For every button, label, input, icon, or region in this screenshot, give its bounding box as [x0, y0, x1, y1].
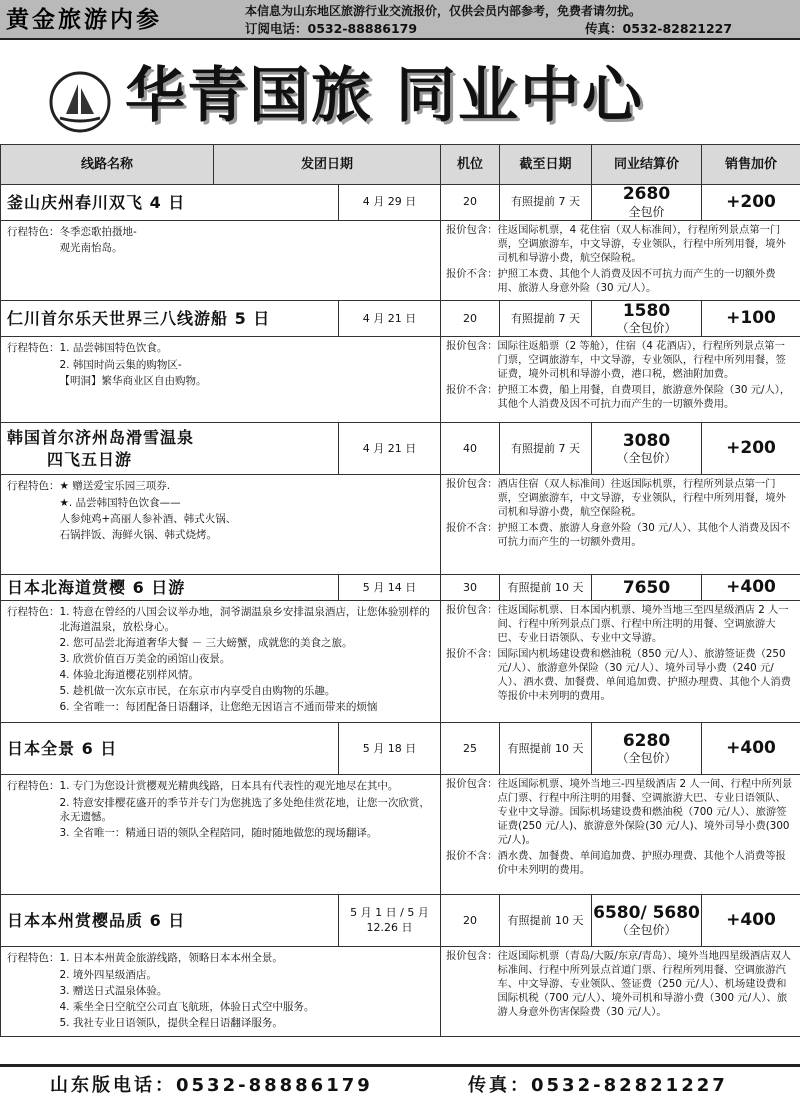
feature-item: 1. 特意在曾经的八国会议举办地，洞爷湖温泉乡安排温泉酒店，让您体验别样的北海道温泉，放松身心。 — [59, 606, 430, 633]
excludes-text: 国际国内机场建设费和燃油税（850 元/人）、旅游签证费（250 元/人）、旅游意外保险（30 元/人）、境外司导小费（240 元/人）、酒水费、加餐费、单间追加费、护照办理费、其他个人消费等报价中未列明的费用。 — [497, 648, 791, 702]
departure-date: 4 月 21 日 — [339, 423, 441, 475]
booking-deadline: 有照提前 10 天 — [500, 575, 592, 601]
sales-markup: +400 — [702, 575, 800, 601]
sales-markup: +200 — [702, 423, 800, 475]
excludes-text: 酒水费、加餐费、单间追加费、护照办理费、其他个人消费等报价中未列明的费用。 — [497, 849, 786, 876]
feature-item: 4. 乘坐全日空航空公司直飞航班，体验日式空中服务。 — [59, 1000, 315, 1013]
feature-item: 观光南怡岛。 — [59, 242, 123, 255]
booking-deadline: 有照提前 7 天 — [500, 185, 592, 221]
table-header-row — [1, 145, 800, 185]
price-includes — [446, 604, 795, 646]
route-name-line1: 日本本州赏樱品质 6 日 — [7, 911, 186, 931]
feature-item: 4. 体验北海道樱花别样风情。 — [59, 669, 199, 682]
price-details — [441, 337, 800, 423]
route-name-line1: 日本全景 6 日 — [7, 739, 118, 759]
features-label: 行程特色： — [7, 780, 60, 793]
excludes-text: 护照工本费，船上用餐，自费项目，旅游意外保险（30 元/人），其他个人消费及因不可抗力而产生的一切额外费用。 — [497, 384, 791, 411]
price-note: （全包价） — [616, 923, 677, 938]
feature-item: 2. 特意安排樱花盛开的季节并专门为您挑选了多处绝佳赏花地，让您一次欣赏，永无遗憾。 — [59, 796, 430, 823]
price-note: （全包价） — [616, 451, 677, 466]
feature-item: 2. 您可品尝北海道奢华大餐 － 三大螃蟹，成就您的美食之旅。 — [59, 636, 353, 649]
feature-item: 3. 全省唯一：精通日语的领队全程陪同，随时随地做您的现场翻译。 — [59, 826, 378, 839]
price-excludes — [446, 850, 795, 878]
price-value: 7650 — [622, 577, 671, 598]
page-footer — [0, 1064, 800, 1100]
price-value: 1580 — [622, 300, 671, 321]
tour-row — [1, 423, 800, 475]
includes-label: 报价包含： — [446, 604, 498, 617]
booking-deadline: 有照提前 10 天 — [500, 723, 592, 775]
includes-text: 往返国际机票、境外当地三-四星级酒店 2 人一间、行程中所列景点门票、行程中所注明的用餐、空调旅游大巴、专业日语领队、专业中文导游。国际机场建设费和燃油税（700 元/人）、旅游签证费(250 元/人)、旅游意外保险(30 元/人)、境外司导小费(300 元/人)。 — [497, 778, 793, 847]
route-name — [1, 185, 339, 221]
tour-row — [1, 895, 800, 947]
price-value: 6280 — [622, 730, 671, 751]
route-name-line1: 仁川首尔乐天世界三八线游船 5 日 — [7, 309, 271, 329]
price-details — [441, 775, 800, 895]
itinerary-features — [1, 947, 441, 1037]
departure-date: 4 月 21 日 — [339, 301, 441, 337]
price-includes — [446, 340, 795, 382]
tour-price-table — [0, 144, 800, 1037]
tour-row — [1, 723, 800, 775]
excludes-label: 报价不含： — [446, 267, 498, 280]
feature-item: 1. 专门为您设计赏樱观光精典线路，日本具有代表性的观光地尽在其中。 — [59, 780, 399, 793]
departure-date: 5 月 18 日 — [339, 723, 441, 775]
sales-markup: +400 — [702, 895, 800, 947]
route-name-line1: 日本北海道赏樱 6 日游 — [7, 578, 186, 598]
includes-text: 往返国际机票，4 花住宿（双人标准间），行程所列景点第一门票，空调旅游车，中文导游，专业领队，行程中所列用餐，境外司机和导游小费，航空保险税。 — [497, 224, 786, 264]
subscription-phone: 订阅电话：0532-88886179 — [245, 21, 418, 36]
includes-label: 报价包含： — [446, 224, 498, 236]
features-label: 行程特色： — [7, 952, 60, 965]
departure-date: 5 月 14 日 — [339, 575, 441, 601]
route-name — [1, 575, 339, 601]
tour-detail-row — [1, 221, 800, 301]
feature-item: 冬季恋歌拍摄地- — [59, 226, 137, 238]
top-banner — [0, 0, 800, 40]
disclaimer-text: 本信息为山东地区旅游行业交流报价，仅供会员内部参考，免费者请勿扰。 — [245, 4, 642, 18]
includes-text: 往返国际机票（青岛/大阪/东京/青岛）、境外当地四星级酒店双人标准间、行程中所列景点首道门票、行程所列用餐、空调旅游汽车、中文导游、专业领队、签证费（250 元/人）、机场建设费和国际机税（700 元/人）、境外司机和导游小费（300 元/人）、旅游人身意外伤害保险费（30 元/人）。 — [497, 950, 792, 1019]
feature-item: 6. 全省唯一：每团配备日语翻译，让您绝无因语言不通而带来的烦恼 — [59, 701, 378, 714]
footer-phone: 山东版电话：0532-88886179 — [50, 1075, 373, 1096]
features-label: 行程特色： — [7, 606, 60, 619]
settlement-price — [592, 423, 702, 475]
col-seats: 机位 — [441, 145, 500, 185]
excludes-text: 护照工本费、旅游人身意外险（30 元/人）、其他个人消费及因不可抗力而产生的一切额外费用。 — [497, 522, 791, 549]
seat-count: 25 — [441, 723, 500, 775]
includes-text: 国际往返船票（2 等舱），住宿（4 花酒店），行程所列景点第一门票，空调旅游车，中文导游，专业领队，行程中所列用餐，签证费，境外司机和导游小费，港口税，燃油附加费。 — [497, 340, 786, 381]
sales-markup: +400 — [702, 723, 800, 775]
route-name-line1: 釜山庆州春川双飞 4 日 — [7, 192, 186, 212]
route-name-line1: 韩国首尔济州岛滑雪温泉 — [7, 428, 195, 448]
departure-date: 4 月 29 日 — [339, 185, 441, 221]
feature-item: ★. 品尝韩国特色饮食—— — [59, 496, 181, 509]
settlement-price — [592, 185, 702, 221]
includes-text: 酒店住宿（双人标准间）往返国际机票，行程所列景点第一门票，空调旅游车，中文导游，专业领队，行程中所列用餐，境外司机和导游小费，航空保险税。 — [497, 478, 786, 519]
excludes-label: 报价不含： — [446, 522, 498, 535]
fax-number: 传真：0532-82821227 — [585, 21, 733, 36]
feature-item: ★ 赠送爱宝乐园三项券. — [59, 480, 171, 493]
feature-item: 2. 境外四星级酒店。 — [59, 968, 157, 981]
seat-count: 20 — [441, 301, 500, 337]
tour-detail-row — [1, 337, 800, 423]
itinerary-features — [1, 601, 441, 723]
page-header — [0, 42, 800, 142]
feature-item: 1. 品尝韩国特色饮食。 — [59, 342, 168, 355]
publication-name: 黄金旅游内参 — [6, 7, 162, 33]
excludes-label: 报价不含： — [446, 648, 498, 661]
settlement-price — [592, 301, 702, 337]
price-includes — [446, 224, 795, 266]
price-excludes — [446, 268, 795, 296]
tour-detail-row — [1, 775, 800, 895]
excludes-label: 报价不含： — [446, 849, 498, 862]
price-excludes — [446, 522, 795, 550]
price-note: 全包价 — [628, 204, 665, 219]
feature-item: 石锅拌饭、海鲜火锅、韩式烧烤。 — [59, 528, 217, 541]
footer-fax: 传真：0532-82821227 — [468, 1075, 728, 1096]
features-label: 行程特色： — [7, 342, 60, 355]
col-price: 同业结算价 — [592, 145, 702, 185]
price-note: （全包价） — [616, 321, 677, 336]
tour-row — [1, 301, 800, 337]
feature-item: 1. 日本本州黄金旅游线路，领略日本本州全景。 — [59, 952, 283, 965]
price-excludes — [446, 384, 795, 412]
itinerary-features — [1, 221, 441, 301]
includes-text: 往返国际机票、日本国内机票、境外当地三至四星级酒店 2 人一间、行程中所列景点门票、行程中所注明的用餐、空调旅游大巴、专业日语领队、专业中文导游。 — [497, 604, 789, 645]
sales-markup: +100 — [702, 301, 800, 337]
col-markup: 销售加价 — [702, 145, 800, 185]
route-name — [1, 723, 339, 775]
page-title: 华青国旅 同业中心 — [125, 61, 644, 131]
price-details — [441, 475, 800, 575]
price-includes — [446, 478, 795, 520]
route-name — [1, 301, 339, 337]
features-label: 行程特色： — [7, 226, 60, 238]
feature-item: 人参炖鸡+高丽人参补酒、韩式火锅、 — [59, 512, 237, 525]
departure-date: 5 月 1 日 / 5 月 12.26 日 — [339, 895, 441, 947]
price-details — [441, 601, 800, 723]
col-route-name: 线路名称 — [1, 145, 214, 185]
price-note: （全包价） — [616, 751, 677, 766]
itinerary-features — [1, 775, 441, 895]
includes-label: 报价包含： — [446, 778, 498, 791]
itinerary-features — [1, 337, 441, 423]
feature-item: 5. 我社专业日语领队，提供全程日语翻译服务。 — [59, 1017, 283, 1030]
price-details — [441, 221, 800, 301]
feature-item: 2. 韩国时尚云集的购物区- — [59, 358, 182, 371]
route-name-line2: 四飞五日游 — [47, 449, 133, 469]
includes-label: 报价包含： — [446, 340, 498, 353]
seat-count: 20 — [441, 895, 500, 947]
feature-item: 3. 欣赏价值百万美金的函馆山夜景。 — [59, 652, 231, 665]
price-value: 3080 — [622, 430, 671, 451]
seat-count: 40 — [441, 423, 500, 475]
tour-detail-row — [1, 947, 800, 1037]
tour-detail-row — [1, 475, 800, 575]
itinerary-features — [1, 475, 441, 575]
tour-row — [1, 185, 800, 221]
settlement-price — [592, 723, 702, 775]
price-value: 2680 — [622, 184, 671, 205]
booking-deadline: 有照提前 7 天 — [500, 423, 592, 475]
excludes-text: 护照工本费、其他个人消费及因不可抗力而产生的一切额外费用、旅游人身意外险（30 元/人）。 — [497, 267, 776, 294]
tour-row — [1, 575, 800, 601]
col-deadline: 截至日期 — [500, 145, 592, 185]
route-name — [1, 423, 339, 475]
price-includes — [446, 778, 795, 847]
feature-item: 5. 趁机做一次东京市民，在东京市内享受自由购物的乐趣。 — [59, 685, 336, 698]
sales-markup: +200 — [702, 185, 800, 221]
settlement-price — [592, 575, 702, 601]
seat-count: 30 — [441, 575, 500, 601]
price-includes — [446, 950, 795, 1019]
price-excludes — [446, 648, 795, 704]
sailboat-logo-icon — [48, 70, 112, 134]
seat-count: 20 — [441, 185, 500, 221]
route-name — [1, 895, 339, 947]
feature-item: 【明洞】繁华商业区自由购物。 — [59, 374, 207, 387]
features-label: 行程特色： — [7, 480, 60, 493]
feature-item: 3. 赠送日式温泉体验。 — [59, 984, 168, 997]
settlement-price — [592, 895, 702, 947]
booking-deadline: 有照提前 10 天 — [500, 895, 592, 947]
includes-label: 报价包含： — [446, 950, 498, 963]
excludes-label: 报价不含： — [446, 384, 498, 397]
price-value: 6580/ 5680 — [593, 902, 700, 923]
tour-detail-row — [1, 601, 800, 723]
booking-deadline: 有照提前 7 天 — [500, 301, 592, 337]
col-departure-date: 发团日期 — [214, 145, 441, 185]
includes-label: 报价包含： — [446, 478, 498, 491]
price-details — [441, 947, 800, 1037]
